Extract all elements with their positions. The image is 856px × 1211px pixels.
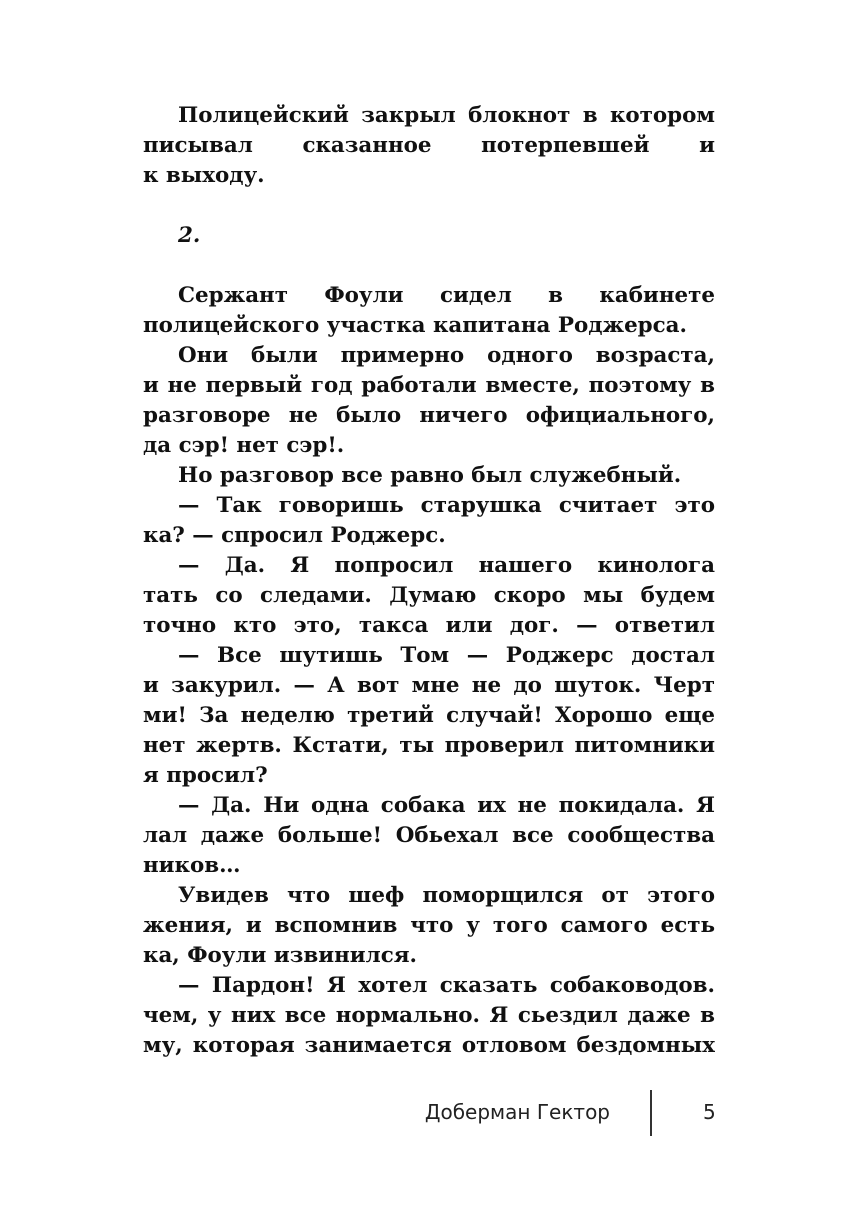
text-line: и не первый год работали вместе, поэтому в [143,373,715,398]
intro-paragraph [143,101,715,191]
text-line: Сержант Фоули сидел в кабинете [178,283,715,308]
text-line: ка? — спросил Роджерс. [143,523,446,548]
text-line: Они были примерно одного возраста, [178,343,715,368]
text-line: ка, Фоули извинился. [143,943,417,968]
text-line: точно кто это, такса или дог. — ответил [143,613,715,638]
footer-divider [650,1090,652,1136]
text-line: писывал сказанное потерпевшей и [143,133,715,158]
page-text [143,101,715,1061]
section-heading: 2. [178,223,201,248]
text-line: — Пардон! Я хотел сказать собаководов. [178,973,715,998]
text-line: нет жертв. Кстати, ты проверил питомники [143,733,715,758]
text-line: да сэр! нет сэр!. [143,433,345,458]
text-line: — Так говоришь старушка считает это [178,493,715,518]
text-line: — Все шутишь Том — Роджерс достал [178,643,715,668]
text-line: полицейского участка капитана Роджерса. [143,313,687,338]
spacer [143,191,715,221]
text-line: чем, у них все нормально. Я сьездил даже в [143,1003,715,1028]
body-text [143,281,715,1061]
text-line: Полицейский закрыл блокнот в котором [178,103,715,128]
text-line: ников… [143,853,241,878]
text-line: — Да. Ни одна собака их не покидала. Я [178,793,715,818]
text-line: я просил? [143,763,268,788]
text-line: тать со следами. Думаю скоро мы будем [143,583,715,608]
text-line: жения, и вспомнив что у того самого есть [143,913,715,938]
text-line: к выходу. [143,163,265,188]
text-line: и закурил. — А вот мне не до шуток. Черт [143,673,715,698]
running-footer-title: Доберман Гектор [424,1100,610,1124]
text-line: Увидев что шеф поморщился от этого [178,883,715,908]
page-number: 5 [703,1100,716,1124]
text-line: — Да. Я попросил нашего кинолога [178,553,715,578]
spacer [143,251,715,281]
text-line: Но разговор все равно был служебный. [178,463,682,488]
text-line: лал даже больше! Обьехал все сообщества [143,823,715,848]
text-line: му, которая занимается отловом бездомных [143,1033,715,1058]
text-line: разговоре не было ничего официального, [143,403,715,428]
text-line: ми! За неделю третий случай! Хорошо еще [143,703,715,728]
